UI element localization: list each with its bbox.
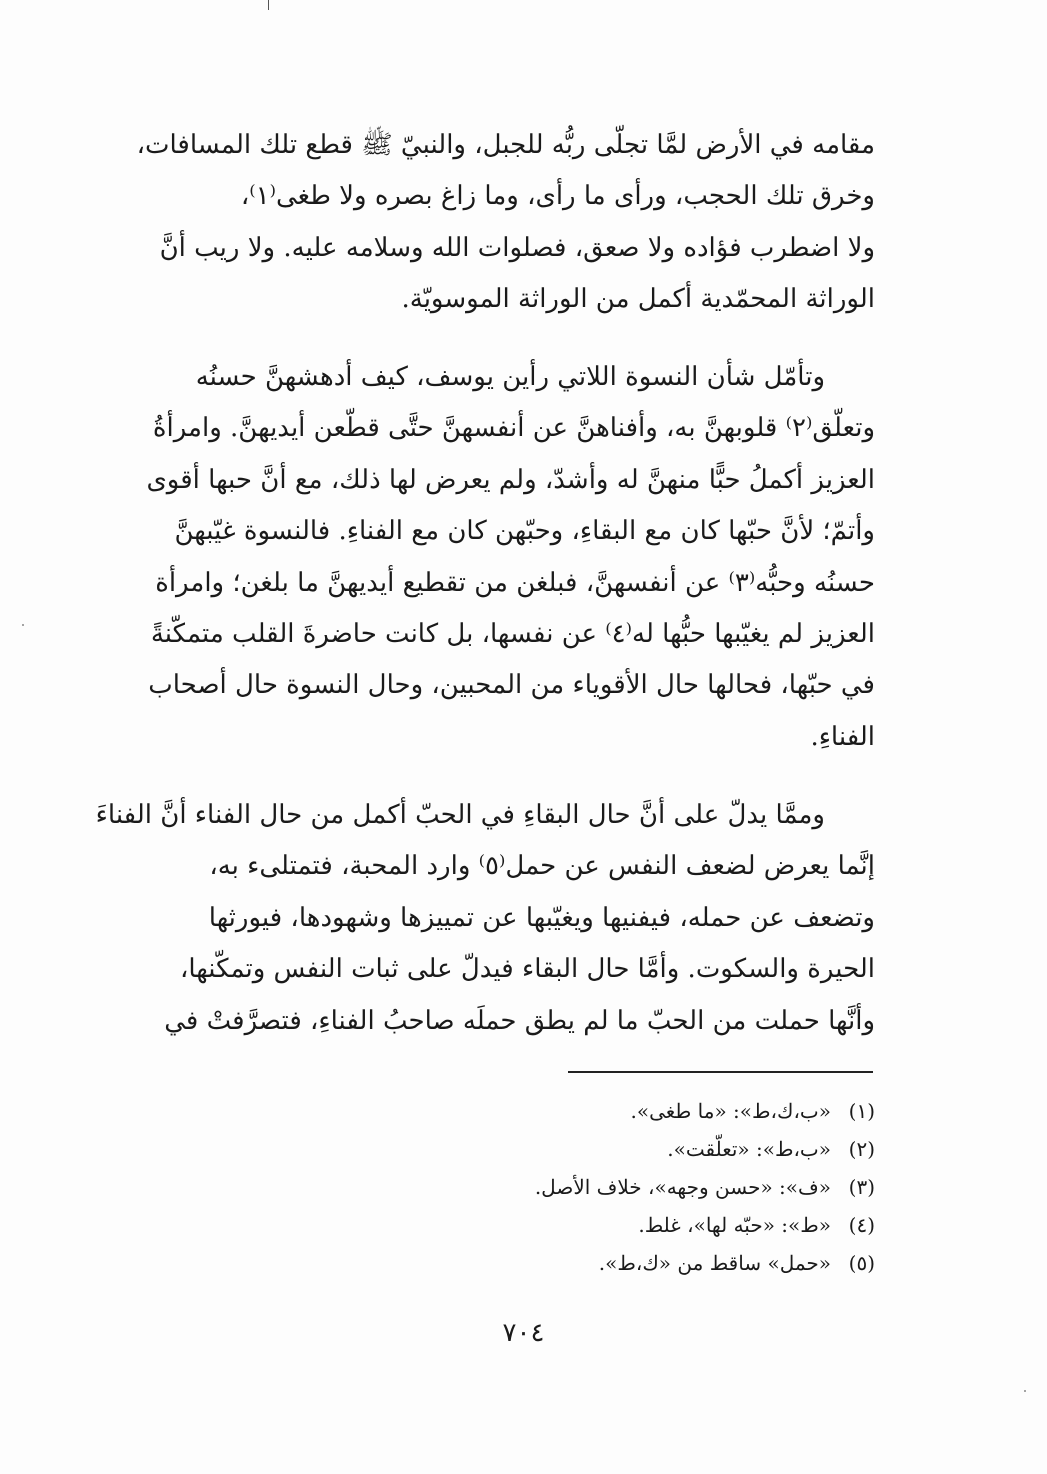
text-line: وتعلّق⁽٢⁾ قلوبهنَّ به، وأفناهنَّ عن أنفسهنَّ حتَّى قطّعن أيديهنَّ. وامرأةُ: [152, 413, 875, 444]
text-line: وتضعف عن حمله، فيفنيها ويغيّبها عن تمييزها وشهودها، فيورثها: [208, 902, 875, 933]
footnote-number: (١): [848, 1099, 875, 1123]
page-number: ٧٠٤: [502, 1318, 545, 1348]
text-line: العزيز لم يغيّبها حبُّها له⁽٤⁾ عن نفسها، بل كانت حاضرةَ القلب متمكّنةً: [150, 619, 875, 650]
text-line: إنَّما يعرض لضعف النفس عن حمل⁽٥⁾ وارد المحبة، فتمتلىء به،: [209, 851, 875, 882]
footnote-text: «ط»: «حبّه لها»، غلط.: [638, 1213, 831, 1237]
footnote-number: (٣): [848, 1175, 875, 1199]
text-line: مقامه في الأرض لمَّا تجلّى ربُّه للجبل، والنبيّ ﷺ قطع تلك المسافات،: [136, 130, 875, 160]
footnote-number: (٤): [848, 1213, 875, 1237]
text-line: وخرق تلك الحجب، ورأى ما رأى، وما زاغ بصره ولا طغى⁽١⁾،: [240, 181, 875, 212]
footnote-text: «ب،ك،ط»: «ما طغى».: [630, 1099, 831, 1123]
footnote-item: [172, 1206, 875, 1244]
scan-speck: [1024, 1390, 1026, 1392]
footnote-item: [172, 1244, 875, 1282]
text-line: وممَّا يدلّ على أنَّ حال البقاءِ في الحبّ أكمل من حال الفناء أنَّ الفناءَ: [95, 800, 825, 830]
text-line: وتأمّل شأن النسوة اللاتي رأين يوسف، كيف أدهشهنَّ حسنُه: [195, 362, 825, 392]
text-line: ولا اضطرب فؤاده ولا صعق، فصلوات الله وسلامه عليه. ولا ريب أنَّ: [159, 232, 875, 263]
text-line: الفناءِ.: [810, 721, 875, 752]
footnote-text: «ب،ط»: «تعلّقت».: [667, 1137, 831, 1161]
text-line: حسنُه وحبُّه⁽٣⁾ عن أنفسهنَّ، فبلغن من تقطيع أيديهنَّ ما بلغن؛ وامرأة: [155, 567, 875, 598]
footnote-divider: [568, 1071, 873, 1073]
scan-speck: [22, 624, 24, 626]
footnotes: [172, 1092, 875, 1282]
text-line: العزيز أكملُ حبًّا منهنَّ له وأشدّ، ولم يعرض لها ذلك، مع أنَّ حبها أقوى: [146, 464, 875, 495]
footnote-item: [172, 1168, 875, 1206]
scan-mark: [268, 0, 269, 10]
footnote-number: (٥): [848, 1251, 875, 1275]
text-line: وأنَّها حملت من الحبّ ما لم يطق حملَه صاحبُ الفناءِ، فتصرَّفتْ في: [164, 1005, 875, 1036]
footnote-text: «حمل» ساقط من «ك،ط».: [598, 1251, 831, 1275]
text-line: في حبّها، فحالها حال الأقوياء من المحبين، وحال النسوة حال أصحاب: [148, 670, 875, 701]
paragraph-2: [146, 352, 875, 763]
footnote-number: (٢): [848, 1137, 875, 1161]
text-line: وأتمّ؛ لأنَّ حبّها كان مع البقاءِ، وحبّهن كان مع الفناءِ. فالنسوة غيّبهنَّ: [174, 516, 875, 547]
text-line: الوراثة المحمّدية أكمل من الوراثة الموسويّة.: [401, 284, 875, 315]
paragraph-3: [95, 790, 875, 1047]
paragraph-1: [136, 120, 875, 326]
footnote-item: [172, 1092, 875, 1130]
footnote-text: «ف»: «حسن وجهه»، خلاف الأصل.: [534, 1175, 831, 1199]
text-line: الحيرة والسكوت. وأمَّا حال البقاء فيدلّ على ثبات النفس وتمكّنها،: [179, 954, 875, 985]
footnote-item: [172, 1130, 875, 1168]
